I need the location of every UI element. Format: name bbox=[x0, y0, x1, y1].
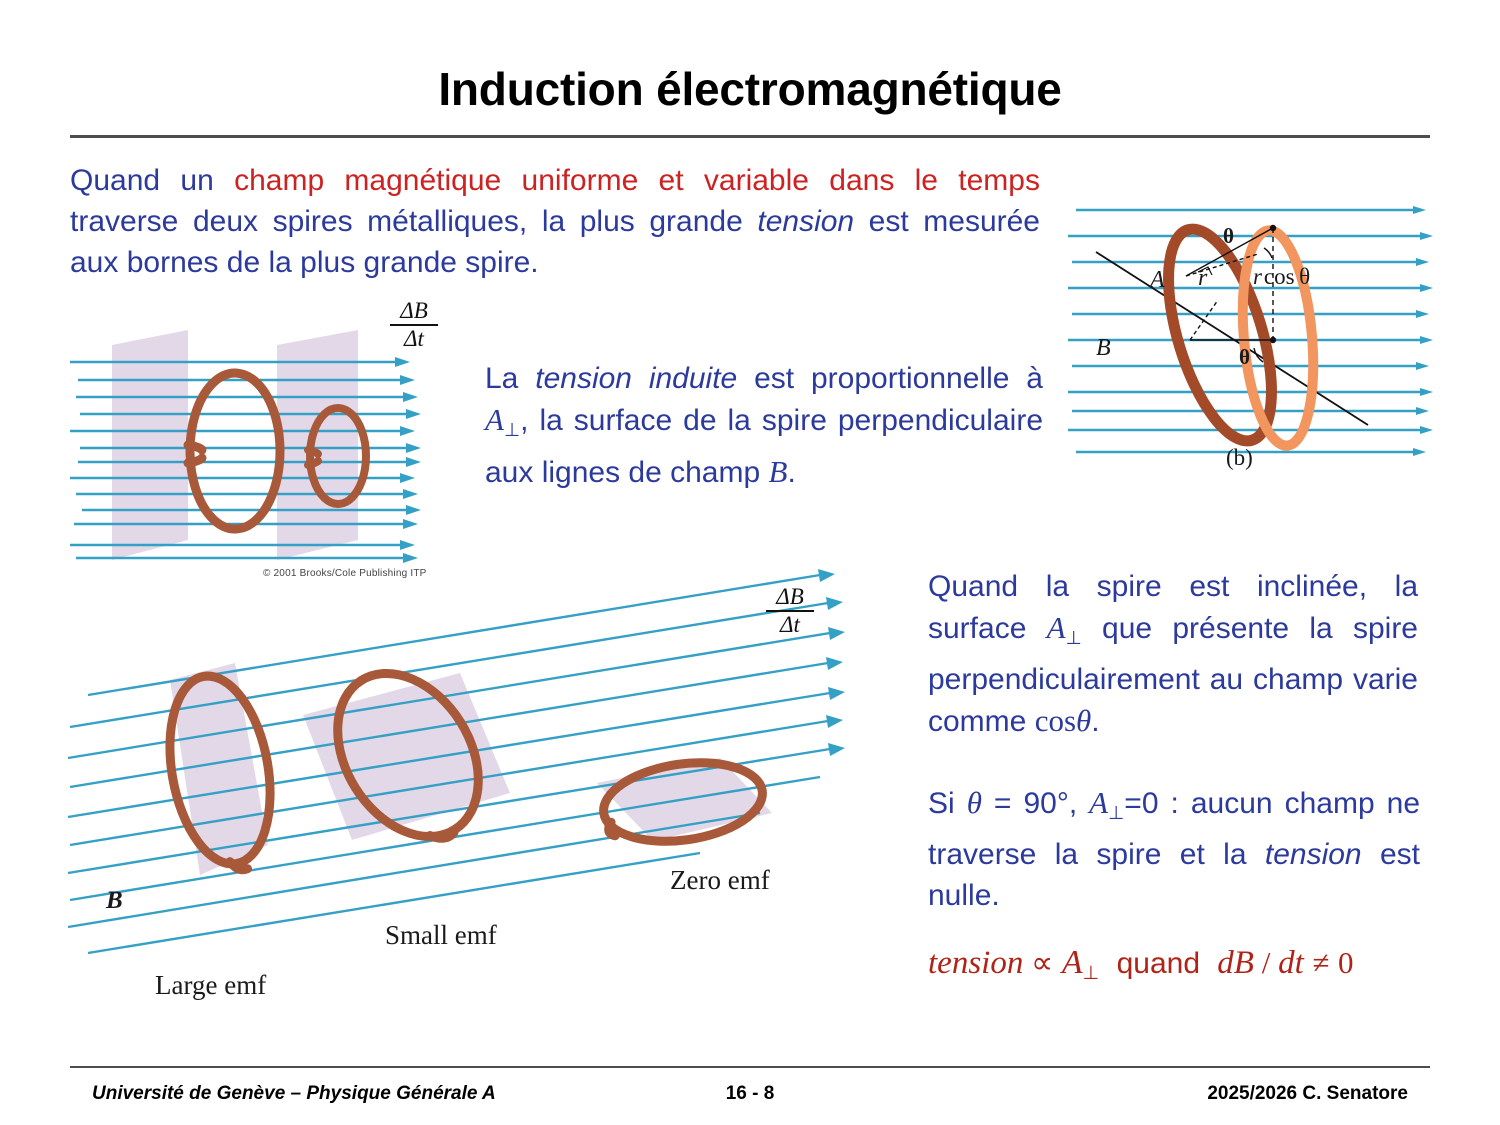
footer-page-number: 16 - 8 bbox=[725, 1083, 775, 1104]
formula-tension-proportional bbox=[928, 944, 1448, 985]
p1-part-b: traverse deux spires métalliques, la plus grande bbox=[70, 205, 758, 238]
p2-part-d: . bbox=[787, 455, 796, 489]
p4-part-a: Si bbox=[928, 787, 967, 820]
p4-part-c: =0 : aucun champ ne traverse la spire et la bbox=[928, 787, 1420, 871]
p2-part-a: La bbox=[485, 362, 536, 395]
plane-large bbox=[112, 330, 188, 560]
label-large-emf: Large emf bbox=[155, 970, 267, 1000]
page-title: Induction électromagnétique bbox=[438, 63, 1062, 115]
figure-caption-b: (b) bbox=[1226, 445, 1253, 470]
field-arrowheads-b bbox=[1413, 206, 1433, 456]
formula-quand: quand bbox=[1116, 947, 1201, 980]
p3-cos: cos bbox=[1034, 702, 1077, 738]
p4-italic-tension: tension bbox=[1264, 837, 1362, 871]
p2-symbol-B: B bbox=[768, 453, 788, 489]
p4-theta: θ bbox=[966, 785, 982, 820]
paragraph-intro bbox=[70, 160, 1040, 283]
plane-small bbox=[277, 330, 358, 560]
label-small-emf: Small emf bbox=[385, 920, 497, 950]
header-divider bbox=[70, 135, 1430, 138]
p4-symbol-A: A bbox=[1089, 785, 1109, 820]
label-theta-bottom: θ bbox=[1239, 345, 1250, 369]
label-theta-top: θ bbox=[1223, 224, 1234, 248]
label-zero-emf: Zero emf bbox=[670, 865, 770, 895]
formula-dB: dB bbox=[1217, 945, 1254, 981]
label-A: A bbox=[1150, 267, 1165, 293]
formula-tension: tension bbox=[928, 945, 1024, 981]
delta-t-denominator-top: Δt bbox=[404, 326, 424, 351]
p3-part-a: Quand la spire est inclinée, la surface bbox=[928, 570, 1418, 645]
p2-symbol-A-subscript: ⊥ bbox=[503, 419, 521, 441]
p4-part-d: est nulle. bbox=[928, 837, 1420, 912]
delta-b-numerator-bottom: ΔB bbox=[776, 584, 804, 609]
footer-institution: Université de Genève – Physique Générale A bbox=[92, 1083, 496, 1104]
delta-b-delta-t-label-bottom bbox=[766, 585, 814, 637]
p4-part-b: = 90°, bbox=[981, 787, 1090, 820]
loop-light-vertical bbox=[1235, 227, 1322, 448]
formula-symbol-A-subscript: ⊥ bbox=[1082, 963, 1100, 985]
label-B-bottom: B bbox=[106, 887, 123, 914]
p2-symbol-A: A bbox=[485, 402, 504, 437]
p1-italic-tension: tension bbox=[757, 205, 855, 238]
label-r: r bbox=[1198, 265, 1208, 291]
p1-part-c: est mesurée aux bornes de la plus grande spire. bbox=[70, 205, 1040, 279]
formula-propto-icon: ∝ bbox=[1031, 945, 1054, 980]
label-B: B bbox=[1096, 335, 1111, 361]
field-arrowheads bbox=[395, 357, 421, 563]
figure-two-loops-perpendicular bbox=[70, 300, 480, 590]
paragraph-ninety-degrees bbox=[928, 782, 1420, 916]
formula-symbol-A: A bbox=[1061, 944, 1083, 981]
paragraph-induced-voltage bbox=[485, 358, 1043, 493]
p4-symbol-A-subscript: ⊥ bbox=[1108, 802, 1125, 824]
formula-zero: 0 bbox=[1338, 945, 1354, 980]
footer-divider bbox=[70, 1066, 1430, 1068]
p2-italic-tension-induite: tension induite bbox=[535, 362, 738, 395]
p3-part-b: que présente la spire perpendiculairement au champ varie comme bbox=[928, 612, 1418, 738]
loop-dark-tilted bbox=[1148, 218, 1293, 453]
figure-b-svg bbox=[1068, 190, 1436, 475]
p1-highlight: champ magnétique uniforme et variable dans le temps bbox=[234, 164, 1040, 197]
figure-three-loops-tilt bbox=[60, 555, 890, 1025]
delta-t-denominator-bottom: Δt bbox=[780, 612, 800, 637]
label-r-italic: r bbox=[1253, 264, 1262, 289]
delta-b-delta-t-label-top bbox=[390, 299, 438, 351]
formula-slash: / bbox=[1261, 945, 1271, 980]
p2-part-b: est proportionnelle à bbox=[737, 362, 1043, 395]
p3-symbol-A: A bbox=[1046, 610, 1066, 645]
point-top bbox=[1270, 225, 1276, 231]
footer-author: 2025/2026 C. Senatore bbox=[1207, 1083, 1408, 1104]
axis-line bbox=[1096, 252, 1368, 425]
figure-tilted-loop-projection bbox=[1068, 190, 1436, 475]
paragraph-tilted-loop bbox=[928, 566, 1418, 742]
copyright-notice-top: © 2001 Brooks/Cole Publishing ITP bbox=[263, 568, 427, 579]
formula-neq-icon: ≠ bbox=[1312, 945, 1330, 980]
formula-dt: dt bbox=[1278, 945, 1304, 981]
field-arrowheads-bottom bbox=[818, 569, 845, 756]
p3-theta: θ bbox=[1076, 702, 1092, 738]
angle-arc-top bbox=[1264, 248, 1272, 258]
p3-symbol-A-subscript: ⊥ bbox=[1065, 627, 1082, 649]
p3-part-c: . bbox=[1091, 704, 1100, 738]
p1-part-a: Quand un bbox=[70, 164, 235, 197]
point-center bbox=[1270, 337, 1276, 343]
p2-part-c: , la surface de la spire perpendiculaire aux lignes de champ bbox=[485, 404, 1043, 489]
delta-b-numerator-top: ΔB bbox=[400, 298, 428, 323]
label-r-cos-theta: r cos θ bbox=[1253, 264, 1311, 289]
